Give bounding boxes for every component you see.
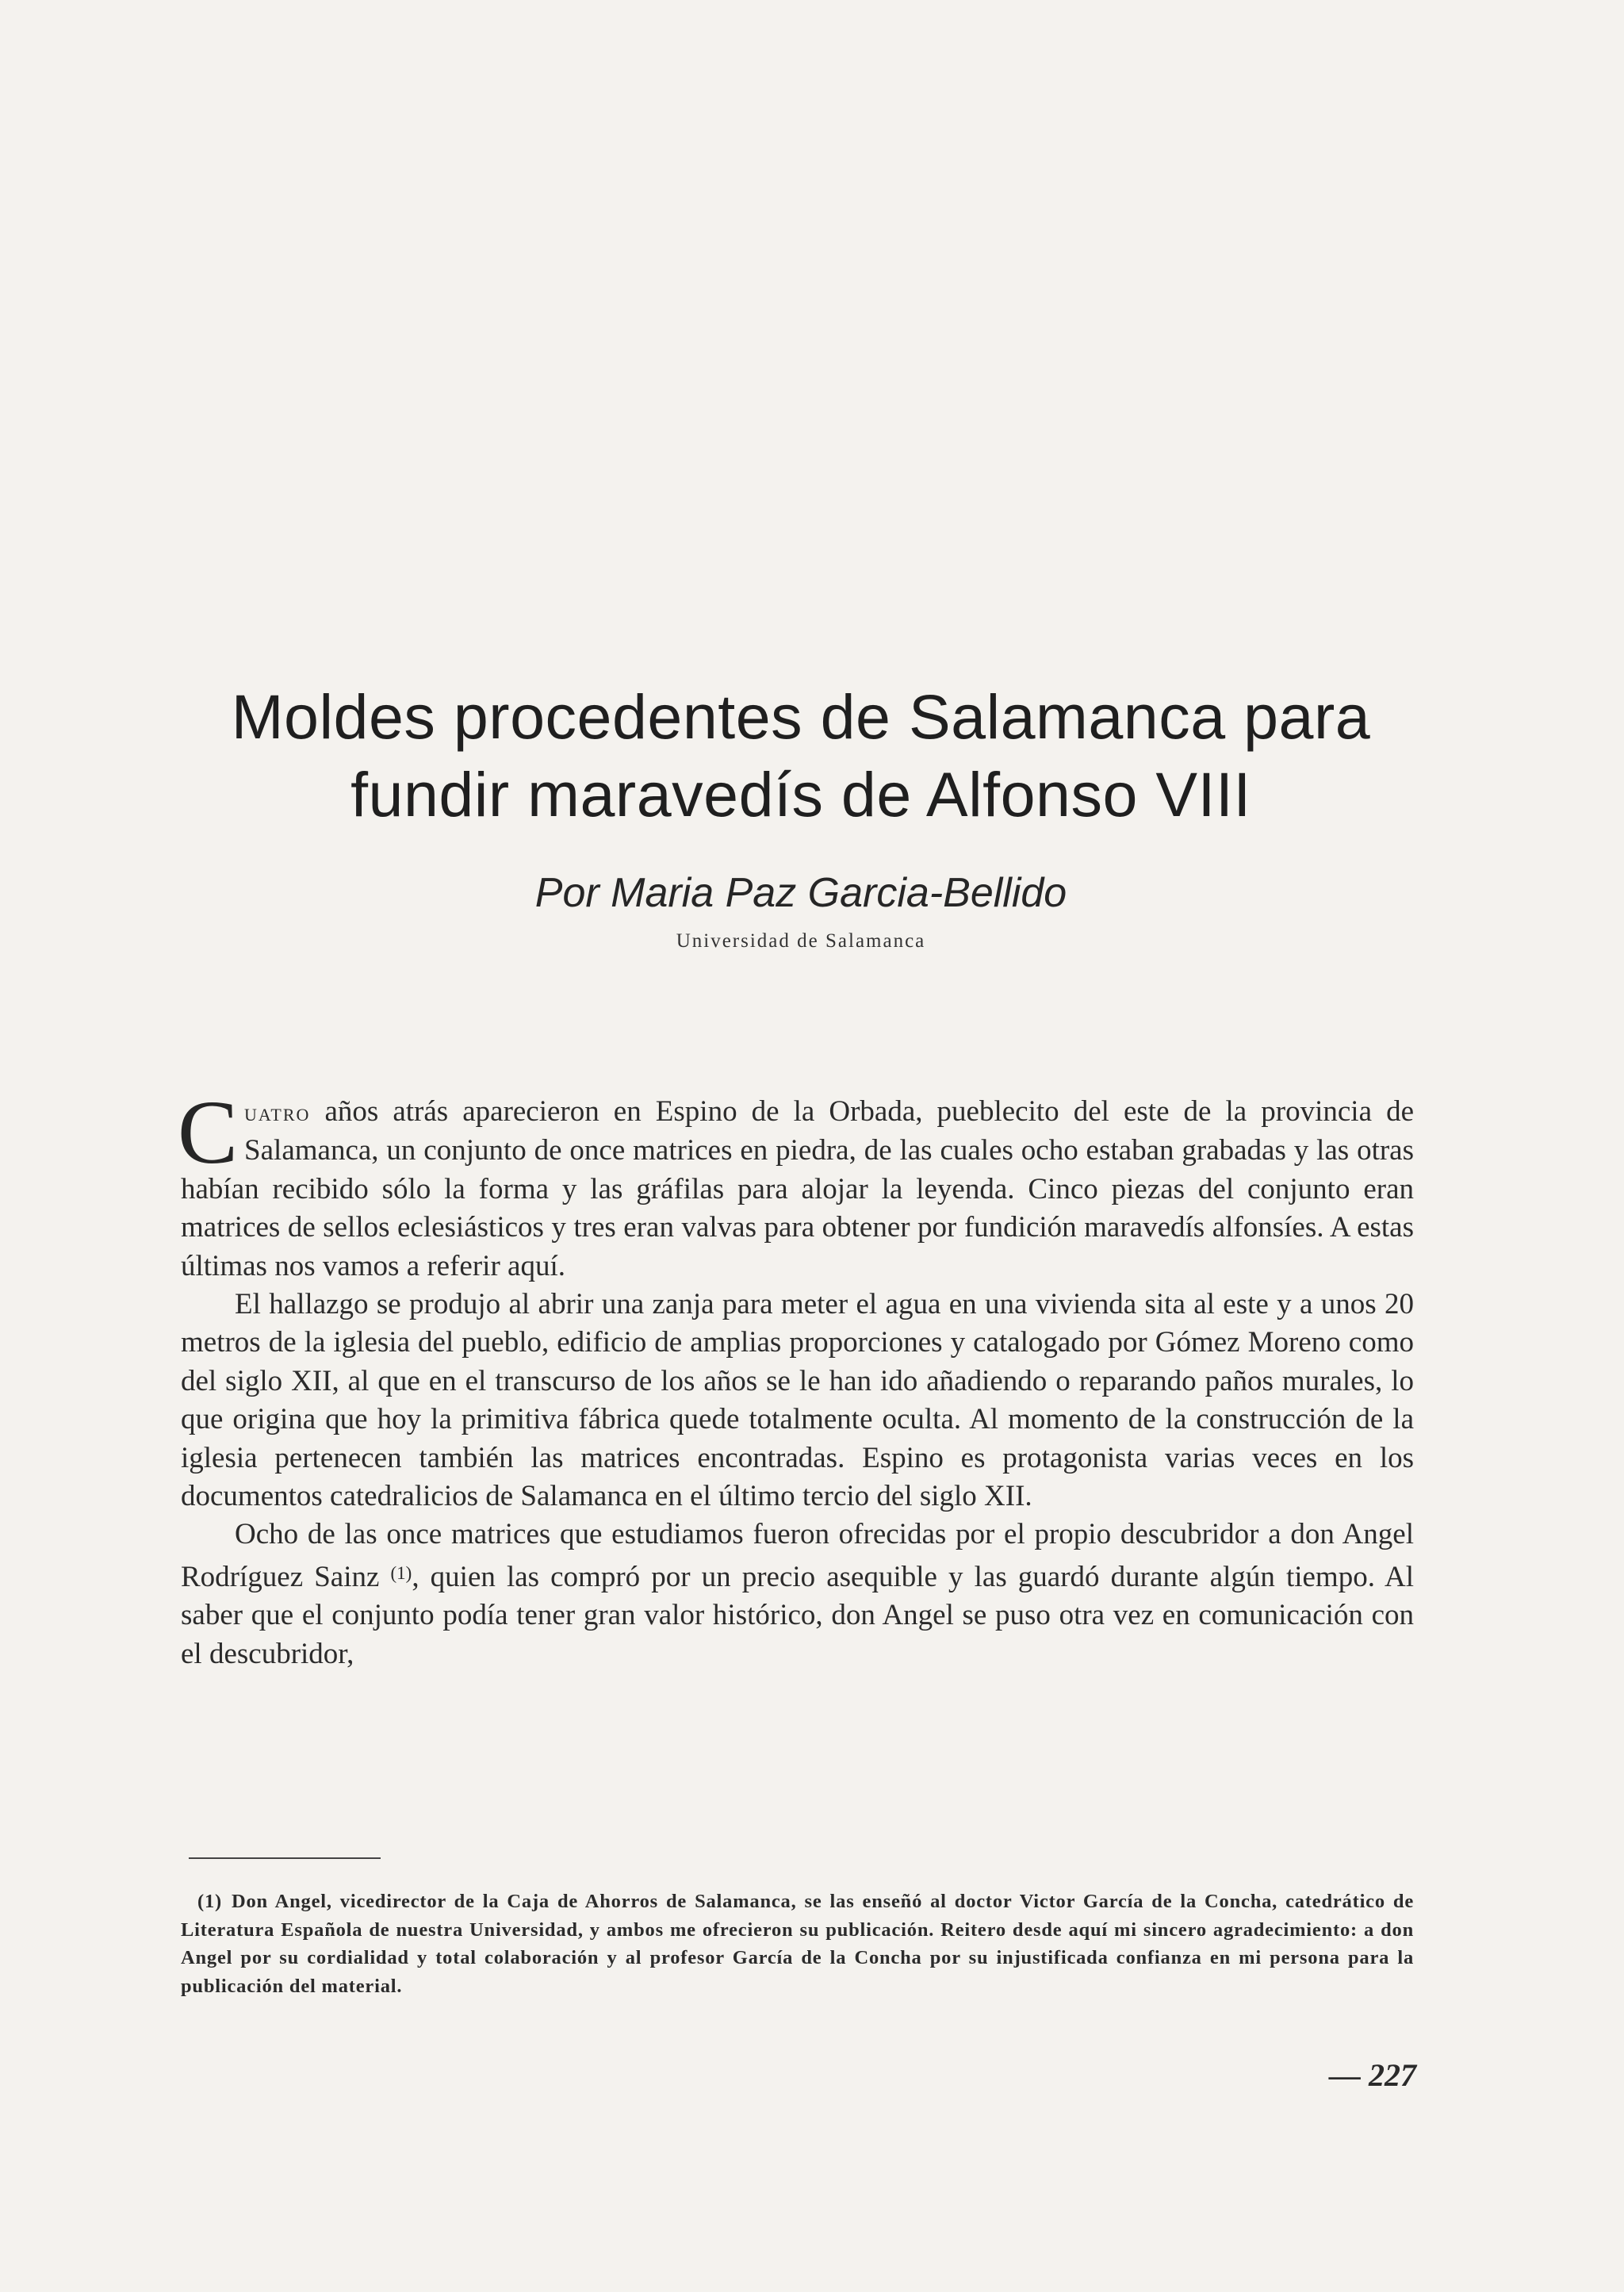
paragraph-3 — [181, 1516, 1414, 1673]
paragraph-1-text: años atrás aparecieron en Espino de la Orbada, pueblecito del este de la provincia de Salamanca, un conjunto de once matrices en piedra, de las cuales ocho estaban grabadas y las otras habían recibido sólo la forma y las gráfilas para alojar la leyenda. Cinco piezas del conjunto eran matrices de sellos eclesiásticos y tres eran valvas para obtener por fundición maravedís alfonsíes. A estas últimas nos vamos a referir aquí. — [181, 1095, 1414, 1282]
article-title-line-2: fundir maravedís de Alfonso VIII — [350, 759, 1251, 830]
author-byline: Por Maria Paz Garcia-Bellido — [534, 870, 1067, 916]
page-number: — 227 — [1329, 2057, 1416, 2093]
paragraph-3-text-start: Ocho de las once matrices que estudiamos fueron ofrecidas por el propio descubridor a don Angel Rodríguez Sainz — [181, 1518, 1414, 1593]
footnote-marker: (1) — [197, 1891, 222, 1912]
article-body — [178, 1082, 1414, 1673]
article-title — [182, 678, 1419, 834]
footnote-separator — [189, 1857, 381, 1859]
drop-cap: C — [178, 1082, 239, 1182]
paragraph-1 — [178, 1082, 1414, 1286]
paragraph-2: El hallazgo se produjo al abrir una zanja para meter el agua en una vivienda sita al este y a unos 20 metros de la iglesia del pueblo, edificio de amplias proporciones y catalogado por Gómez Moreno como del siglo XII, al que en el transcurso de los años se le han ido añadiendo o reparando paños murales, lo que origina que hoy la primitiva fábrica quede totalmente oculta. Al momento de la construcción de la iglesia pertenecen también las matrices encontradas. Espino es protagonista varias veces en los documentos catedralicios de Salamanca en el último tercio del siglo XII. — [181, 1288, 1414, 1513]
paragraph-3-text-end: , quien las compró por un precio asequible y las guardó durante algún tiempo. Al saber que el conjunto podía tener gran valor histórico, don Angel se puso otra vez en comunicación con el descubridor, — [181, 1560, 1414, 1670]
footnote-reference[interactable]: (1) — [390, 1562, 412, 1583]
footnote-text: Don Angel, vicedirector de la Caja de Ahorros de Salamanca, se las enseñó al doctor Victor García de la Concha, catedrático de Literatura Española de nuestra Universidad, y ambos me ofrecieron su publicación. Reitero desde aquí mi sincero agradecimiento: a don Angel por su cordialidad y total colaboración y al profesor García de la Concha por su injustificada confianza en mi persona para la publicación del material. — [181, 1891, 1414, 1997]
footnote — [181, 1888, 1414, 2000]
article-title-line-1: Moldes procedentes de Salamanca para — [231, 681, 1371, 752]
lead-in-small-caps: uatro — [244, 1098, 311, 1126]
author-affiliation: Universidad de Salamanca — [676, 930, 926, 952]
